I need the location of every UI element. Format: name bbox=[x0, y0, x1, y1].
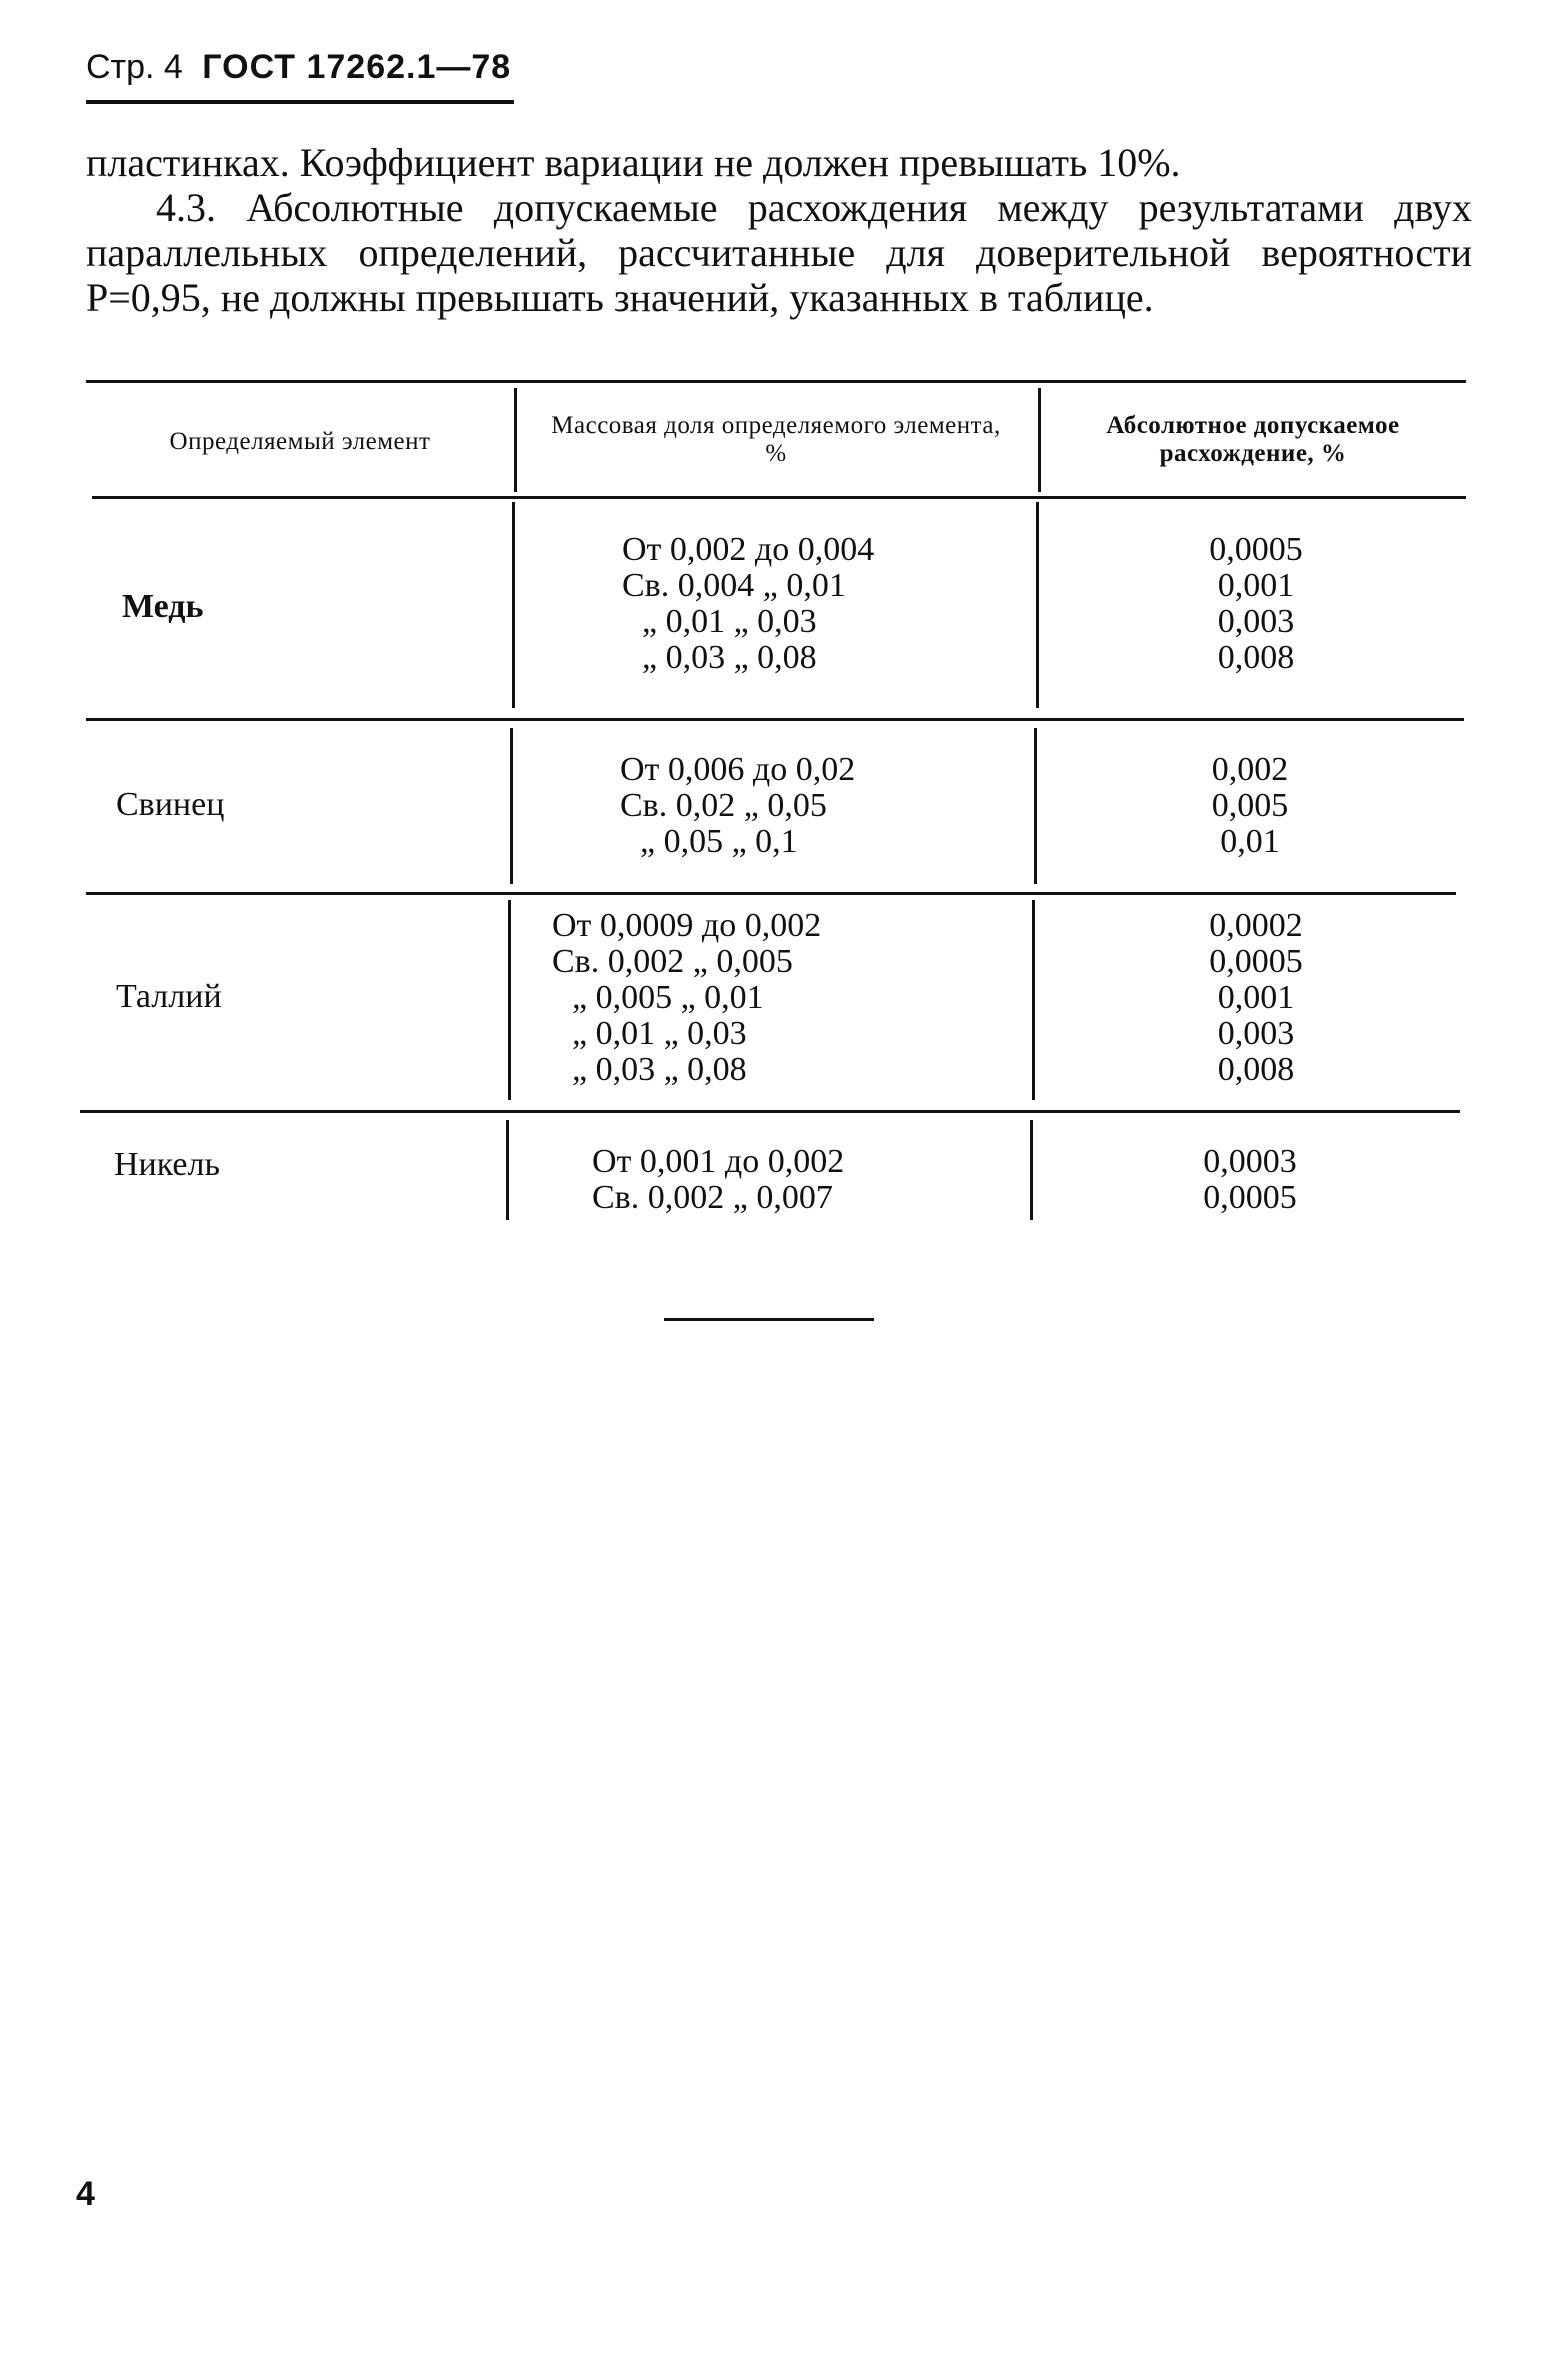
header-vline-1 bbox=[514, 388, 517, 492]
range-line: Св. 0,02 „ 0,05 bbox=[620, 787, 827, 824]
values-thallium bbox=[1156, 908, 1356, 1088]
header-tolerance: Абсолютное допускаемое расхождение, % bbox=[1106, 412, 1400, 467]
row-rule-2 bbox=[86, 892, 1456, 895]
paragraph-4-3: 4.3. Абсолютные допускаемые расхождения между результатами двух параллельных определений, рассчитанные для доверительной вероятности P=0,95, не должны превышать значений, указанных в таблице. bbox=[86, 185, 1472, 320]
ranges-thallium bbox=[552, 908, 821, 1088]
page-label: Стр. 4 bbox=[86, 48, 183, 86]
row2-vline-1 bbox=[510, 728, 513, 884]
value-line: 0,0003 bbox=[1203, 1143, 1297, 1180]
row-rule-3 bbox=[80, 1110, 1460, 1113]
range-line: „ 0,05 „ 0,1 bbox=[640, 823, 798, 860]
ranges-nickel bbox=[592, 1144, 844, 1216]
standard-label: ГОСТ 17262.1—78 bbox=[202, 48, 512, 86]
range-line: От 0,006 до 0,02 bbox=[620, 751, 856, 788]
value-line: 0,008 bbox=[1217, 1051, 1295, 1088]
element-thallium: Таллий bbox=[116, 978, 222, 1015]
range-line: От 0,002 до 0,004 bbox=[622, 531, 875, 568]
header-element: Определяемый элемент bbox=[169, 428, 431, 455]
header-vline-2 bbox=[1038, 388, 1041, 492]
row3-vline-2 bbox=[1032, 900, 1035, 1100]
values-copper bbox=[1156, 532, 1356, 676]
row-rule-1 bbox=[86, 718, 1464, 721]
value-line: 0,002 bbox=[1211, 751, 1289, 788]
paragraph-continuation: пластинках. Коэффициент вариации не должен превышать 10%. bbox=[86, 140, 1181, 185]
range-line: „ 0,01 „ 0,03 bbox=[572, 1015, 747, 1052]
range-line: „ 0,03 „ 0,08 bbox=[642, 639, 817, 676]
range-line: От 0,0009 до 0,002 bbox=[552, 907, 822, 944]
value-line: 0,01 bbox=[1220, 823, 1280, 860]
table-top-rule bbox=[86, 380, 1466, 383]
row1-vline-2 bbox=[1036, 502, 1039, 708]
value-line: 0,0002 bbox=[1209, 907, 1303, 944]
row4-vline-1 bbox=[506, 1120, 509, 1220]
value-line: 0,001 bbox=[1217, 979, 1295, 1016]
element-copper: Медь bbox=[122, 588, 204, 625]
value-line: 0,0005 bbox=[1203, 1179, 1297, 1216]
element-lead: Свинец bbox=[116, 786, 225, 823]
ranges-lead bbox=[620, 752, 855, 860]
ranges-copper bbox=[622, 532, 874, 676]
end-rule bbox=[664, 1318, 874, 1321]
row2-vline-2 bbox=[1034, 728, 1037, 884]
element-nickel: Никель bbox=[114, 1146, 220, 1183]
range-line: Св. 0,004 „ 0,01 bbox=[622, 567, 846, 604]
page-header bbox=[86, 48, 511, 87]
range-line: Св. 0,002 „ 0,007 bbox=[592, 1179, 833, 1216]
value-line: 0,008 bbox=[1217, 639, 1295, 676]
header-bottom-rule bbox=[92, 496, 1466, 499]
range-line: „ 0,005 „ 0,01 bbox=[572, 979, 764, 1016]
row3-vline-1 bbox=[508, 900, 511, 1100]
values-lead bbox=[1150, 752, 1350, 860]
value-line: 0,005 bbox=[1211, 787, 1289, 824]
value-line: 0,001 bbox=[1217, 567, 1295, 604]
range-line: „ 0,03 „ 0,08 bbox=[572, 1051, 747, 1088]
header-rule bbox=[86, 100, 514, 104]
page-number: 4 bbox=[76, 2175, 95, 2213]
header-mass-fraction: Массовая доля определяемого элемента, % bbox=[551, 412, 1001, 467]
row1-vline-1 bbox=[512, 502, 515, 708]
range-line: „ 0,01 „ 0,03 bbox=[642, 603, 817, 640]
value-line: 0,0005 bbox=[1209, 531, 1303, 568]
row4-vline-2 bbox=[1030, 1120, 1033, 1220]
value-line: 0,0005 bbox=[1209, 943, 1303, 980]
value-line: 0,003 bbox=[1217, 1015, 1295, 1052]
range-line: Св. 0,002 „ 0,005 bbox=[552, 943, 793, 980]
value-line: 0,003 bbox=[1217, 603, 1295, 640]
values-nickel bbox=[1150, 1144, 1350, 1216]
range-line: От 0,001 до 0,002 bbox=[592, 1143, 845, 1180]
